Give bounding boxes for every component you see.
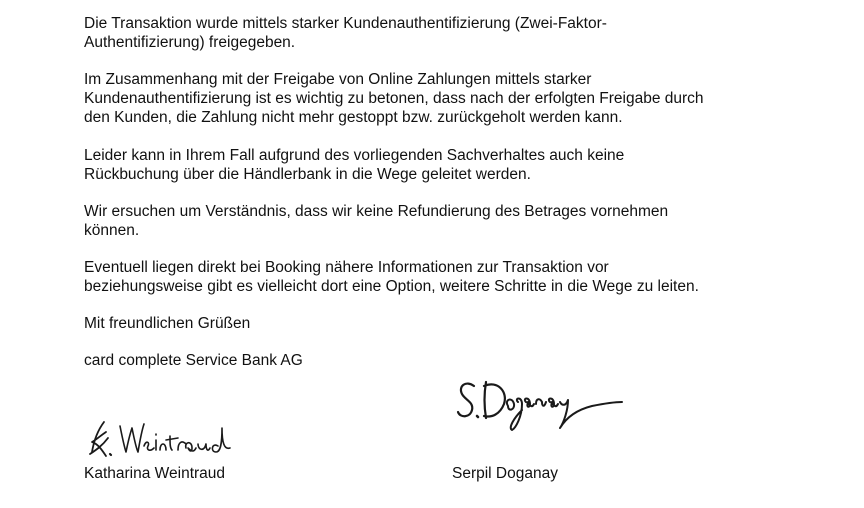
text-line: beziehungsweise gibt es vielleicht dort eine Option, weitere Schritte in die Wege zu leiten. bbox=[84, 278, 699, 295]
signature-weintraud bbox=[86, 418, 236, 464]
paragraph-chargeback bbox=[84, 146, 824, 184]
closing-greeting: Mit freundlichen Grüßen bbox=[84, 315, 251, 332]
text-line: den Kunden, die Zahlung nicht mehr gestoppt bzw. zurückgeholt werden kann. bbox=[84, 109, 623, 126]
text-line: Authentifizierung) freigegeben. bbox=[84, 34, 296, 51]
signature-doganay bbox=[452, 372, 632, 452]
signatory-name-doganay: Serpil Doganay bbox=[452, 465, 558, 482]
text-line: können. bbox=[84, 222, 140, 239]
paragraph-authentication bbox=[84, 14, 824, 52]
paragraph-refund bbox=[84, 202, 824, 240]
text-line: Kundenauthentifizierung ist es wichtig zu betonen, dass nach der erfolgten Freigabe durch bbox=[84, 90, 704, 107]
text-line: Im Zusammenhang mit der Freigabe von Online Zahlungen mittels starker bbox=[84, 71, 592, 88]
paragraph-booking-info bbox=[84, 258, 824, 296]
text-line: Eventuell liegen direkt bei Booking nähere Informationen zur Transaktion vor bbox=[84, 259, 609, 276]
text-line: Leider kann in Ihrem Fall aufgrund des vorliegenden Sachverhaltes auch keine bbox=[84, 147, 625, 164]
text-line: Rückbuchung über die Händlerbank in die Wege geleitet werden. bbox=[84, 166, 531, 183]
paragraph-release-notice bbox=[84, 70, 824, 127]
signatory-name-weintraud: Katharina Weintraud bbox=[84, 465, 226, 482]
text-line: Wir ersuchen um Verständnis, dass wir keine Refundierung des Betrages vornehmen bbox=[84, 203, 669, 220]
text-line: Die Transaktion wurde mittels starker Kundenauthentifizierung (Zwei-Faktor- bbox=[84, 15, 607, 32]
company-name: card complete Service Bank AG bbox=[84, 352, 303, 369]
